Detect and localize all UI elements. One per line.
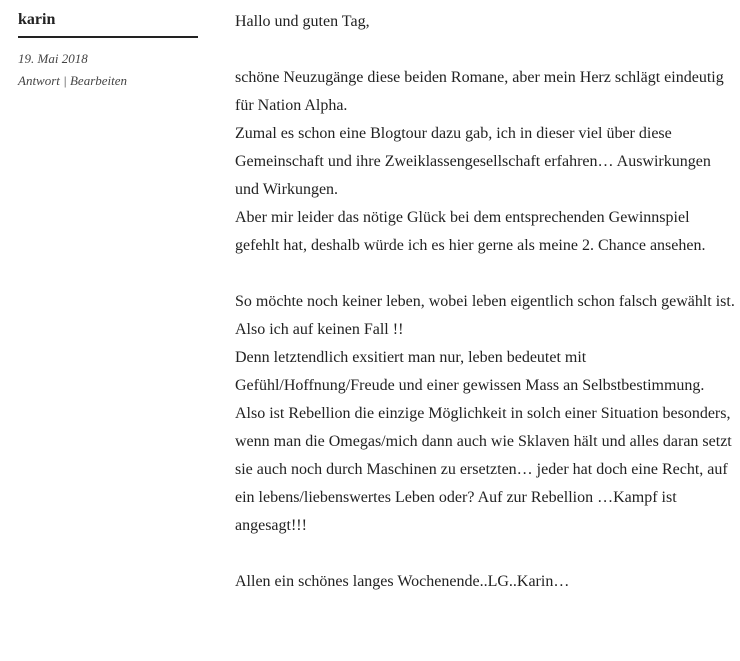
comment-date: 19. Mai 2018 bbox=[18, 51, 88, 66]
reply-link[interactable]: Antwort bbox=[18, 73, 60, 88]
comment-author: karin bbox=[18, 10, 198, 38]
comment-line: Hallo und guten Tag, bbox=[235, 13, 370, 30]
comment-line: So möchte noch keiner leben, wobei leben eigentlich schon falsch gewählt ist. Also ich auf keinen Fall !! bbox=[235, 293, 735, 338]
comment-line: Zumal es schon eine Blogtour dazu gab, ich in dieser viel über diese Gemeinschaft und ihre Zweiklassengesellschaft erfahren… Auswirkungen und Wirkungen. bbox=[235, 125, 711, 198]
comment-line: Allen ein schönes langes Wochenende..LG..Karin… bbox=[235, 573, 570, 590]
comment-line: Aber mir leider das nötige Glück bei dem entsprechenden Gewinnspiel gefehlt hat, deshalb würde ich es hier gerne als meine 2. Chance ansehen. bbox=[235, 209, 706, 254]
comment-actions bbox=[18, 72, 198, 90]
comment-line: schöne Neuzugänge diese beiden Romane, aber mein Herz schlägt eindeutig für Nation Alpha. bbox=[235, 69, 724, 114]
action-separator: | bbox=[63, 73, 70, 88]
comment-meta bbox=[18, 10, 198, 90]
comment-line: Denn letztendlich exsitiert man nur, leben bedeutet mit Gefühl/Hoffnung/Freude und einer gewissen Mass an Selbstbestimmung. bbox=[235, 349, 705, 394]
edit-link[interactable]: Bearbeiten bbox=[69, 73, 128, 88]
comment-body bbox=[235, 8, 735, 596]
comment-line: Also ist Rebellion die einzige Möglichkeit in solch einer Situation besonders, wenn man die Omegas/mich dann auch wie Sklaven hält und alles daran setzt sie auch noch durch Maschinen zu ersetzten… jeder hat doch eine Recht, auf ein lebens/liebenswertes Leben oder? Auf zur Rebellion …Kampf ist angesagt!!! bbox=[235, 405, 732, 534]
